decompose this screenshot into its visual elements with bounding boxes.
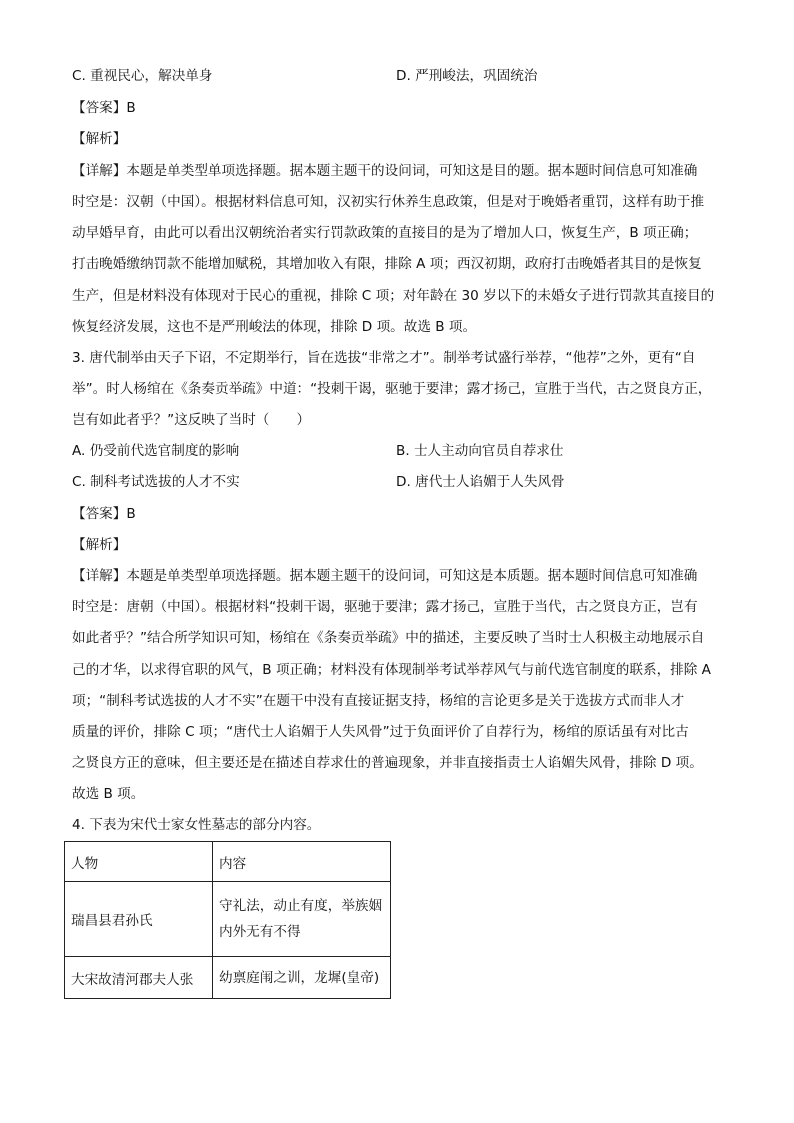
q2-detail-line: 动早婚早育，由此可以看出汉朝统治者实行罚款政策的直接目的是为了增加人口，恢复生产，B 项正确； <box>72 225 698 241</box>
q2-detail-line: 恢复经济发展，这也不是严刑峻法的体现，排除 D 项。故选 B 项。 <box>72 319 477 335</box>
table-header-row <box>65 842 391 882</box>
table-cell-content-line: 守礼法，动止有度，举族姻 <box>219 898 383 914</box>
q3-answer: 【答案】B <box>72 506 136 522</box>
q3-stem-line: 举”。时人杨绾在《条奏贡举疏》中道：“投刺干谒，驱驰于要津；露才扬己，宣胜于当代，古之贤良方正， <box>72 381 712 397</box>
table-header-content: 内容 <box>213 842 391 882</box>
q2-option-c: C. 重视民心，解决单身 <box>72 68 213 84</box>
q3-stem-line: 3. 唐代制举由天子下诏，不定期举行，旨在选拔“非常之才”。制举考试盛行举荐，“他荐”之外，更有“自 <box>72 350 696 366</box>
table-cell-person: 大宋故清河郡夫人张 <box>65 957 213 999</box>
q3-detail-line: 质量的评价，排除 C 项；“唐代士人谄媚于人失风骨”过于负面评价了自荐行为，杨绾的原话虽有对比古 <box>72 724 689 740</box>
q3-option-a: A. 仍受前代选官制度的影响 <box>72 443 240 459</box>
table-header-person: 人物 <box>65 842 213 882</box>
q3-option-c: C. 制科考试选拔的人才不实 <box>72 474 240 490</box>
q2-answer: 【答案】B <box>72 100 136 116</box>
q4-stem: 4. 下表为宋代士家女性墓志的部分内容。 <box>72 817 321 833</box>
q3-detail-line: 之贤良方正的意味，但主要还是在描述自荐求仕的普遍现象，并非直接指责士人谄媚失风骨，排除 D 项。 <box>72 755 703 771</box>
tomb-inscription-table <box>64 841 391 999</box>
q2-option-d: D. 严刑峻法，巩固统治 <box>396 68 538 84</box>
q2-detail-line: 生产，但是材料没有体现对于民心的重视，排除 C 项；对年龄在 30 岁以下的未婚女子进行罚款其直接目的 <box>72 288 715 304</box>
q2-detail-line: 时空是：汉朝（中国）。根据材料信息可知，汉初实行休养生息政策，但是对于晚婚者重罚，这样有助于推 <box>72 194 705 210</box>
q3-detail-line: 己的才华，以求得官职的风气，B 项正确；材料没有体现制举考试举荐风气与前代选官制度的联系，排除 A <box>72 662 711 678</box>
q3-stem-line: 岂有如此者乎？”这反映了当时（ ） <box>72 412 311 428</box>
table-cell-content <box>213 957 391 999</box>
q3-detail-line: 【详解】本题是单类型单项选择题。据本题主题干的设问词，可知这是本质题。据本题时间信息可知准确 <box>72 568 698 584</box>
table-cell-content <box>213 882 391 957</box>
table-row <box>65 957 391 999</box>
table-row <box>65 882 391 957</box>
table-cell-content-line: 幼禀庭闱之训，龙墀(皇帝) <box>219 969 380 986</box>
q3-detail-line: 故选 B 项。 <box>72 786 145 802</box>
q3-option-b: B. 士人主动向官员自荐求仕 <box>396 443 564 459</box>
q2-detail-line: 【详解】本题是单类型单项选择题。据本题主题干的设问词，可知这是目的题。据本题时间信息可知准确 <box>72 163 698 179</box>
q3-detail-line: 项；“制科考试选拔的人才不实”在题干中没有直接证据支持，杨绾的言论更多是关于选拔方式而非人才 <box>72 693 685 709</box>
q2-analysis-label: 【解析】 <box>72 131 127 147</box>
q3-detail-line: 时空是：唐朝（中国）。根据材料“投刺干谒，驱驰于要津；露才扬己，宣胜于当代，古之贤良方正，岂有 <box>72 599 698 615</box>
q2-detail-line: 打击晚婚缴纳罚款不能增加赋税，其增加收入有限，排除 A 项；西汉初期，政府打击晚婚者其目的是恢复 <box>72 256 702 272</box>
q3-option-d: D. 唐代士人谄媚于人失风骨 <box>396 474 565 490</box>
table-cell-content-line: 内外无有不得 <box>219 924 301 940</box>
q3-detail-line: 如此者乎？”结合所学知识可知，杨绾在《条奏贡举疏》中的描述，主要反映了当时士人积极主动地展示自 <box>72 630 705 646</box>
q3-analysis-label: 【解析】 <box>72 537 127 553</box>
table-cell-person: 瑞昌县君孙氏 <box>65 882 213 957</box>
